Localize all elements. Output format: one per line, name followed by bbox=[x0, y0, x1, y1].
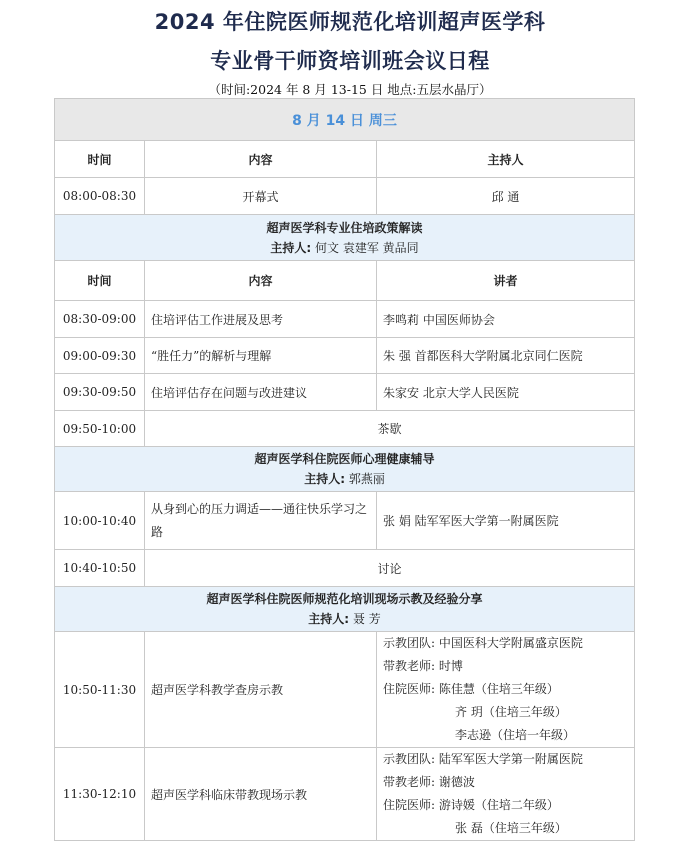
section-host: 主持人: 何文 袁建军 黄品同 bbox=[270, 240, 419, 255]
row-team-details bbox=[377, 632, 635, 748]
table-row bbox=[55, 632, 635, 748]
section-host: 主持人: 聂 芳 bbox=[308, 612, 381, 626]
resident-line: 李志逊（住培一年级） bbox=[455, 728, 576, 742]
schedule-table bbox=[54, 98, 635, 841]
resident-line: 齐 玥（住培三年级） bbox=[455, 705, 567, 719]
header-time: 时间 bbox=[55, 261, 145, 301]
header-host: 主持人 bbox=[377, 141, 635, 178]
table-row bbox=[55, 374, 635, 411]
row-time: 08:30-09:00 bbox=[55, 301, 145, 338]
row-time: 11:30-12:10 bbox=[55, 748, 145, 841]
resident-line: 张 磊（住培三年级） bbox=[455, 821, 567, 835]
row-content: 住培评估工作进展及思考 bbox=[145, 301, 377, 338]
teacher-line: 带教老师: 时博 bbox=[383, 659, 463, 673]
header-content: 内容 bbox=[145, 261, 377, 301]
page-title: 2024 年住院医师规范化培训超声医学科 bbox=[154, 10, 546, 34]
table-row bbox=[55, 301, 635, 338]
row-time: 09:00-09:30 bbox=[55, 338, 145, 374]
section-title: 超声医学科住院医师规范化培训现场示教及经验分享 bbox=[206, 592, 483, 606]
row-content: 住培评估存在问题与改进建议 bbox=[145, 374, 377, 411]
row-time: 10:50-11:30 bbox=[55, 632, 145, 748]
row-content: 超声医学科临床带教现场示教 bbox=[145, 748, 377, 841]
section-header bbox=[55, 215, 635, 261]
section-host: 主持人: 郭燕丽 bbox=[304, 472, 385, 486]
section-header bbox=[55, 447, 635, 492]
row-host: 邱 通 bbox=[377, 178, 635, 215]
table-row bbox=[55, 492, 635, 550]
table-row bbox=[55, 178, 635, 215]
row-content: 开幕式 bbox=[145, 178, 377, 215]
row-team-details bbox=[377, 748, 635, 841]
table-row bbox=[55, 748, 635, 841]
row-time: 09:50-10:00 bbox=[55, 411, 145, 447]
row-time: 10:40-10:50 bbox=[55, 550, 145, 587]
section-title: 超声医学科专业住培政策解读 bbox=[266, 220, 423, 235]
date-header: 8 月 14 日 周三 bbox=[55, 99, 635, 141]
teacher-line: 带教老师: 谢德波 bbox=[383, 775, 475, 789]
row-time: 10:00-10:40 bbox=[55, 492, 145, 550]
date-header-row bbox=[55, 99, 635, 141]
resident-line: 住院医师: 陈佳慧（住培三年级） bbox=[383, 682, 559, 696]
row-content: “胜任力”的解析与理解 bbox=[145, 338, 377, 374]
table-row bbox=[55, 550, 635, 587]
row-speaker: 朱 强 首都医科大学附属北京同仁医院 bbox=[377, 338, 635, 374]
row-break: 茶歇 bbox=[145, 411, 635, 447]
time-location: （时间:2024 年 8 月 13-15 日 地点:五层水晶厅） bbox=[208, 82, 492, 97]
row-time: 09:30-09:50 bbox=[55, 374, 145, 411]
row-content: 从身到心的压力调适——通往快乐学习之路 bbox=[145, 492, 377, 550]
resident-line: 住院医师: 游诗媛（住培二年级） bbox=[383, 798, 559, 812]
row-speaker: 张 娟 陆军军医大学第一附属医院 bbox=[377, 492, 635, 550]
row-speaker: 李鸣莉 中国医师协会 bbox=[377, 301, 635, 338]
section-header bbox=[55, 587, 635, 632]
table-row bbox=[55, 411, 635, 447]
header-content: 内容 bbox=[145, 141, 377, 178]
page-subtitle-title: 专业骨干师资培训班会议日程 bbox=[210, 49, 490, 73]
row-discussion: 讨论 bbox=[145, 550, 635, 587]
header-speaker: 讲者 bbox=[377, 261, 635, 301]
header-time: 时间 bbox=[55, 141, 145, 178]
table-header-row bbox=[55, 141, 635, 178]
row-time: 08:00-08:30 bbox=[55, 178, 145, 215]
section-title: 超声医学科住院医师心理健康辅导 bbox=[254, 452, 435, 466]
row-content: 超声医学科教学查房示教 bbox=[145, 632, 377, 748]
table-row bbox=[55, 338, 635, 374]
team-line: 示教团队: 中国医科大学附属盛京医院 bbox=[383, 636, 583, 650]
row-speaker: 朱家安 北京大学人民医院 bbox=[377, 374, 635, 411]
table-header-row bbox=[55, 261, 635, 301]
team-line: 示教团队: 陆军军医大学第一附属医院 bbox=[383, 752, 583, 766]
